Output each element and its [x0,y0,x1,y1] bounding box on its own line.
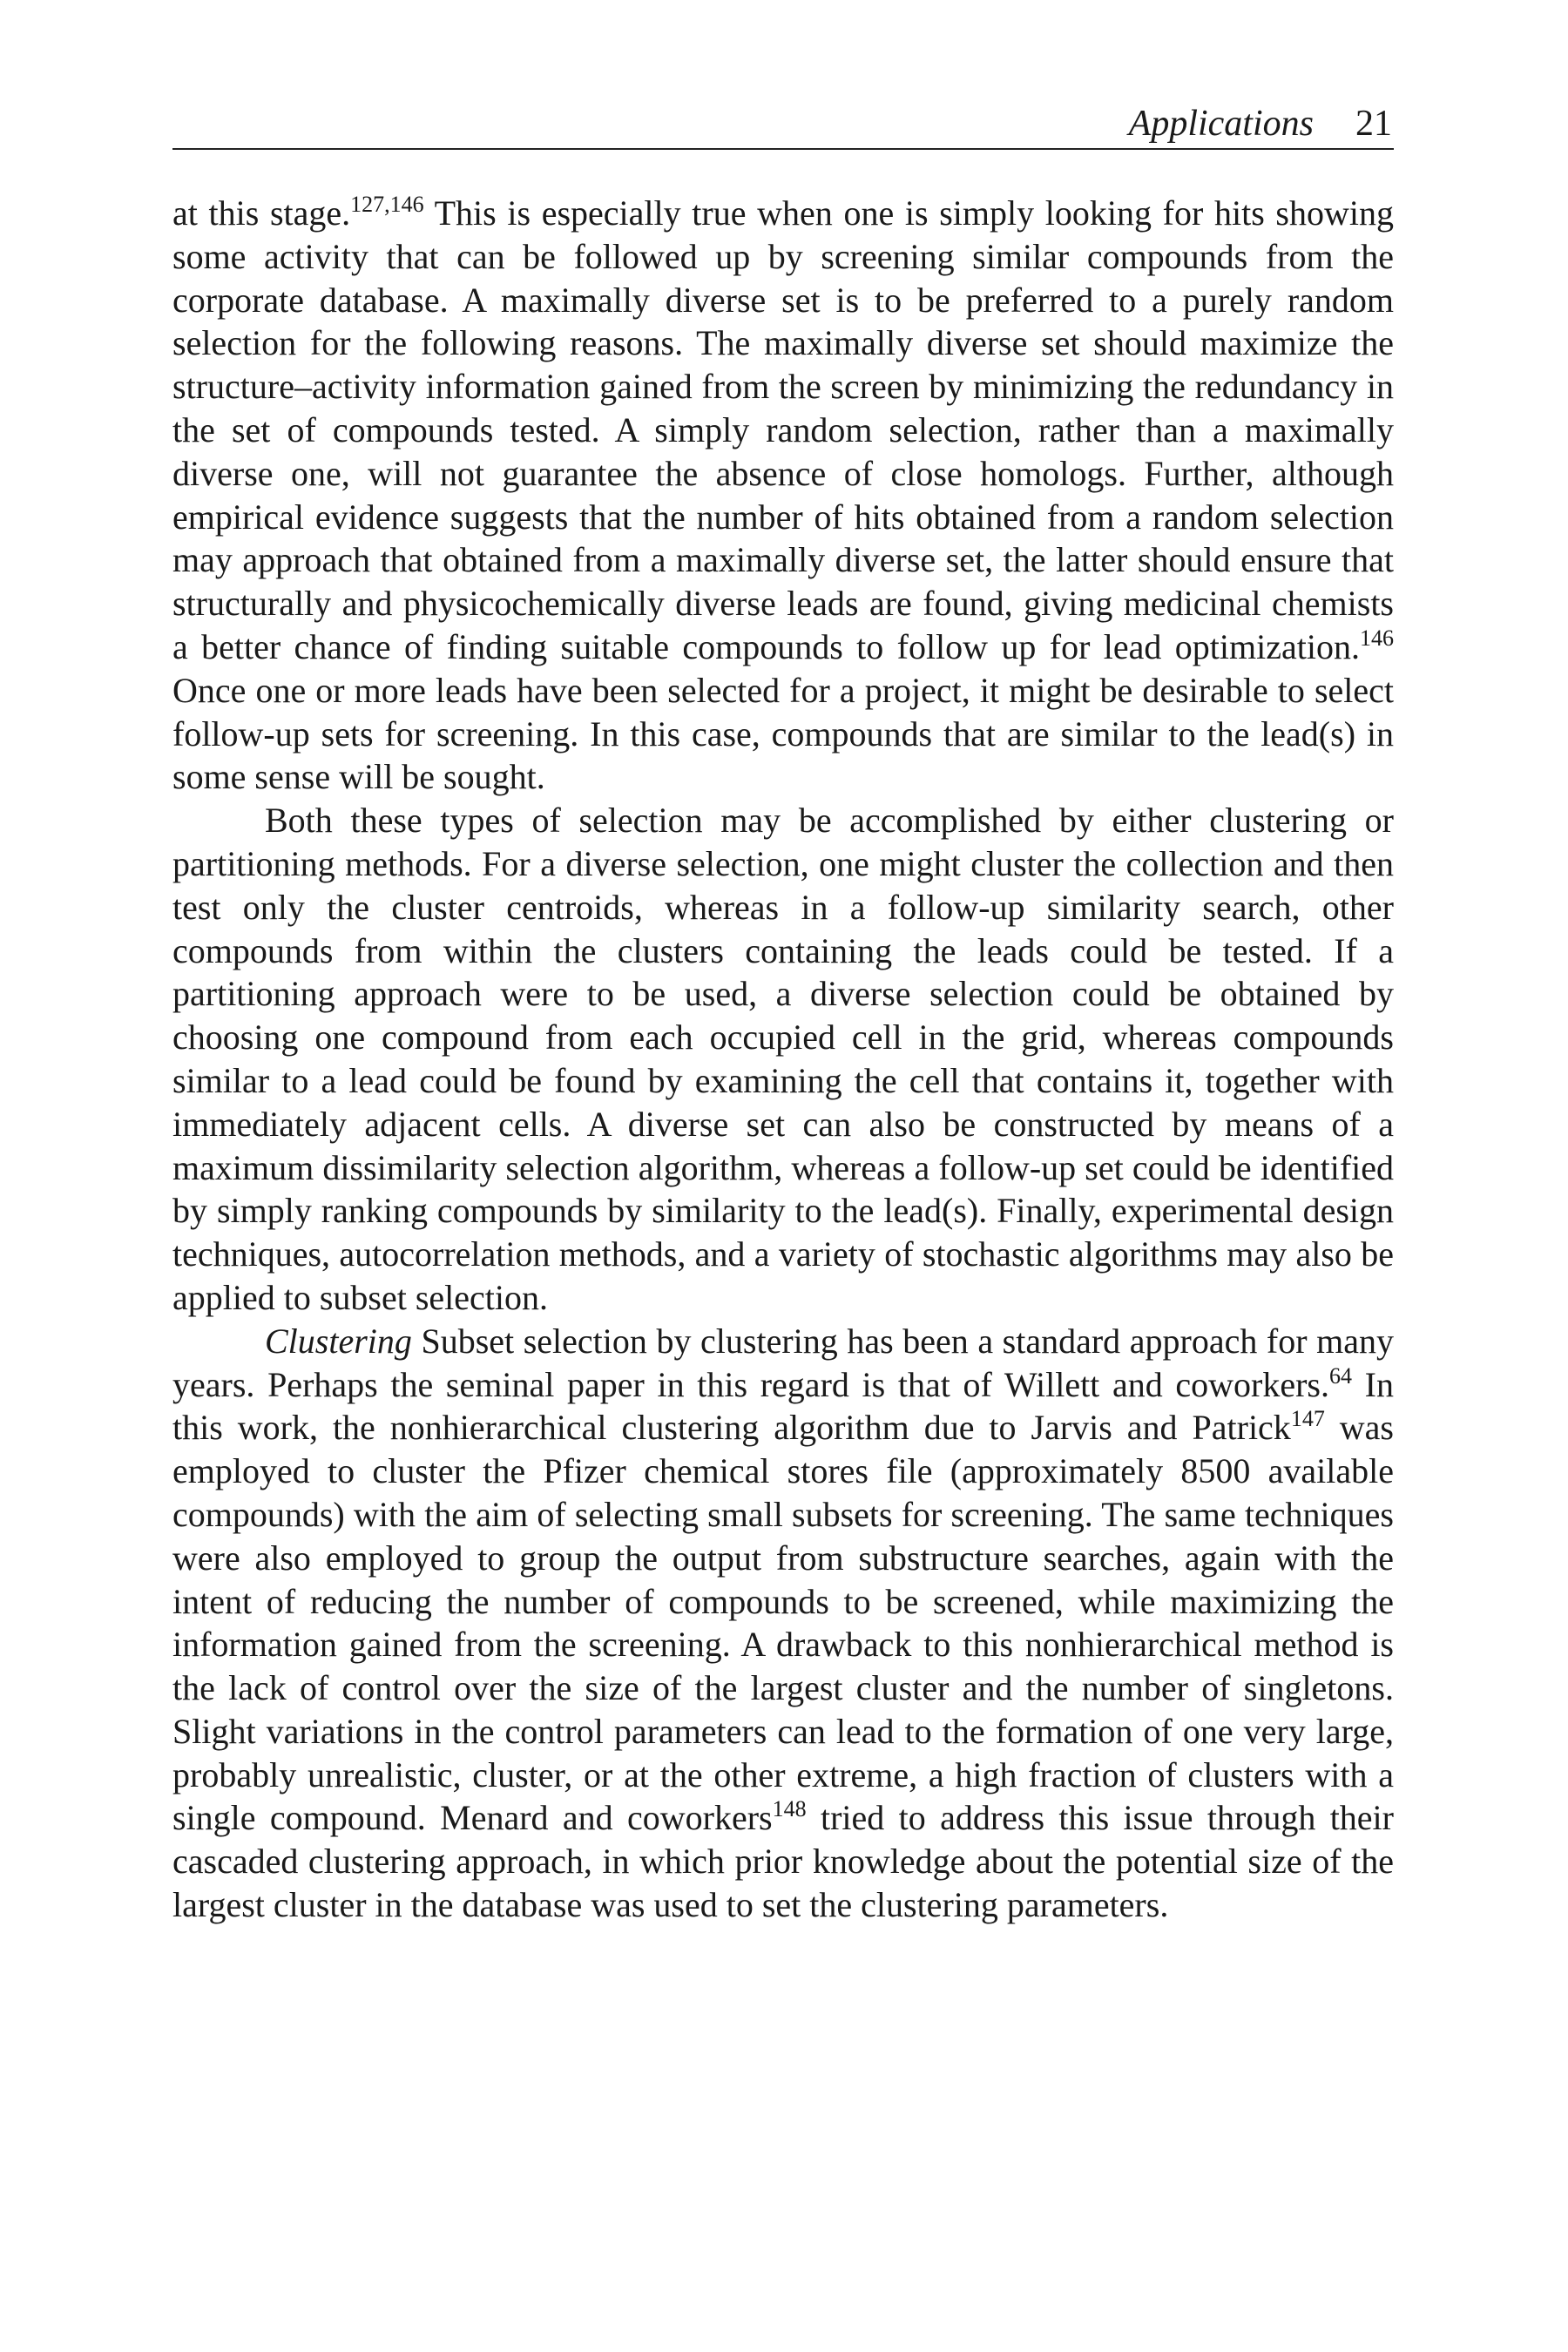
text-run: at this stage. [172,193,351,233]
run-in-heading: Clustering [265,1321,412,1361]
section-title: Applications [1128,104,1314,144]
paragraph-1 [172,192,1394,799]
reference-superscript: 64 [1329,1362,1352,1389]
text-run: Once one or more leads have been selected for a project, it might be desirable to select follow-up sets for screening. In this case, compounds that are similar to the lead(s) in some sense will be sought. [172,670,1394,797]
reference-superscript: 127,146 [350,192,424,217]
body-text [172,192,1394,1927]
text-run: was employed to cluster the Pfizer chemical stores file (approximately 8500 available compounds) with the aim of selecting small subsets for screening. The same techniques were also employed to group the output from substructure searches, again with the intent of reducing the number of compounds to be screened, while maximizing the information gained from the screening. A drawback to this nonhierarchical method is the lack of control over the size of the largest cluster and the number of singletons. Slight variations in the control parameters can lead to the formation of one very large, probably unrealistic, cluster, or at the other extreme, a high fraction of clusters with a single compound. Menard and coworkers [172,1408,1394,1838]
text-run: In this work, the nonhierarchical clustering algorithm due to Jarvis and Patrick [172,1364,1394,1448]
reference-superscript: 148 [772,1796,807,1822]
reference-superscript: 147 [1290,1406,1325,1432]
text-run: tried to address this issue through their cascaded clustering approach, in which prior knowledge about the potential size of the largest cluster in the database was used to set the clustering parameters. [172,1798,1394,1925]
paragraph-3 [172,1320,1394,1927]
running-head [172,98,1394,150]
text-run: Both these types of selection may be accomplished by either clustering or partitioning methods. For a diverse selection, one might cluster the collection and then test only the cluster centroids, whereas in a follow-up similarity search, other compounds from within the clusters containing the leads could be tested. If a partitioning approach were to be used, a diverse selection could be obtained by choosing one compound from each occupied cell in the grid, whereas compounds similar to a lead could be found by examining the cell that contains it, together with immediately adjacent cells. A diverse set can also be constructed by means of a maximum dissimilarity selection algorithm, whereas a follow-up set could be identified by simply ranking compounds by similarity to the lead(s). Finally, experimental design techniques, autocorrelation methods, and a variety of stochastic algorithms may also be applied to subset selection. [172,801,1394,1317]
text-run: Subset selection by clustering has been a standard approach for many years. Perhaps the seminal paper in this regard is that of Willett and coworkers. [172,1321,1394,1404]
page-number: 21 [1355,104,1392,144]
text-run: This is especially true when one is simply looking for hits showing some activity that can be followed up by screening similar compounds from the corporate database. A maximally diverse set is to be preferred to a purely random selection for the following reasons. The maximally diverse set should maximize the structure–activity information gained from the screen by minimizing the redundancy in the set of compounds tested. A simply random selection, rather than a maximally diverse one, will not guarantee the absence of close homologs. Further, although empirical evidence suggests that the number of hits obtained from a random selection may approach that obtained from a maximally diverse set, the latter should ensure that structurally and physicochemically diverse leads are found, giving medicinal chemists a better chance of finding suitable compounds to follow up for lead optimization. [172,193,1394,666]
reference-superscript: 146 [1360,625,1394,651]
paragraph-2 [172,799,1394,1320]
